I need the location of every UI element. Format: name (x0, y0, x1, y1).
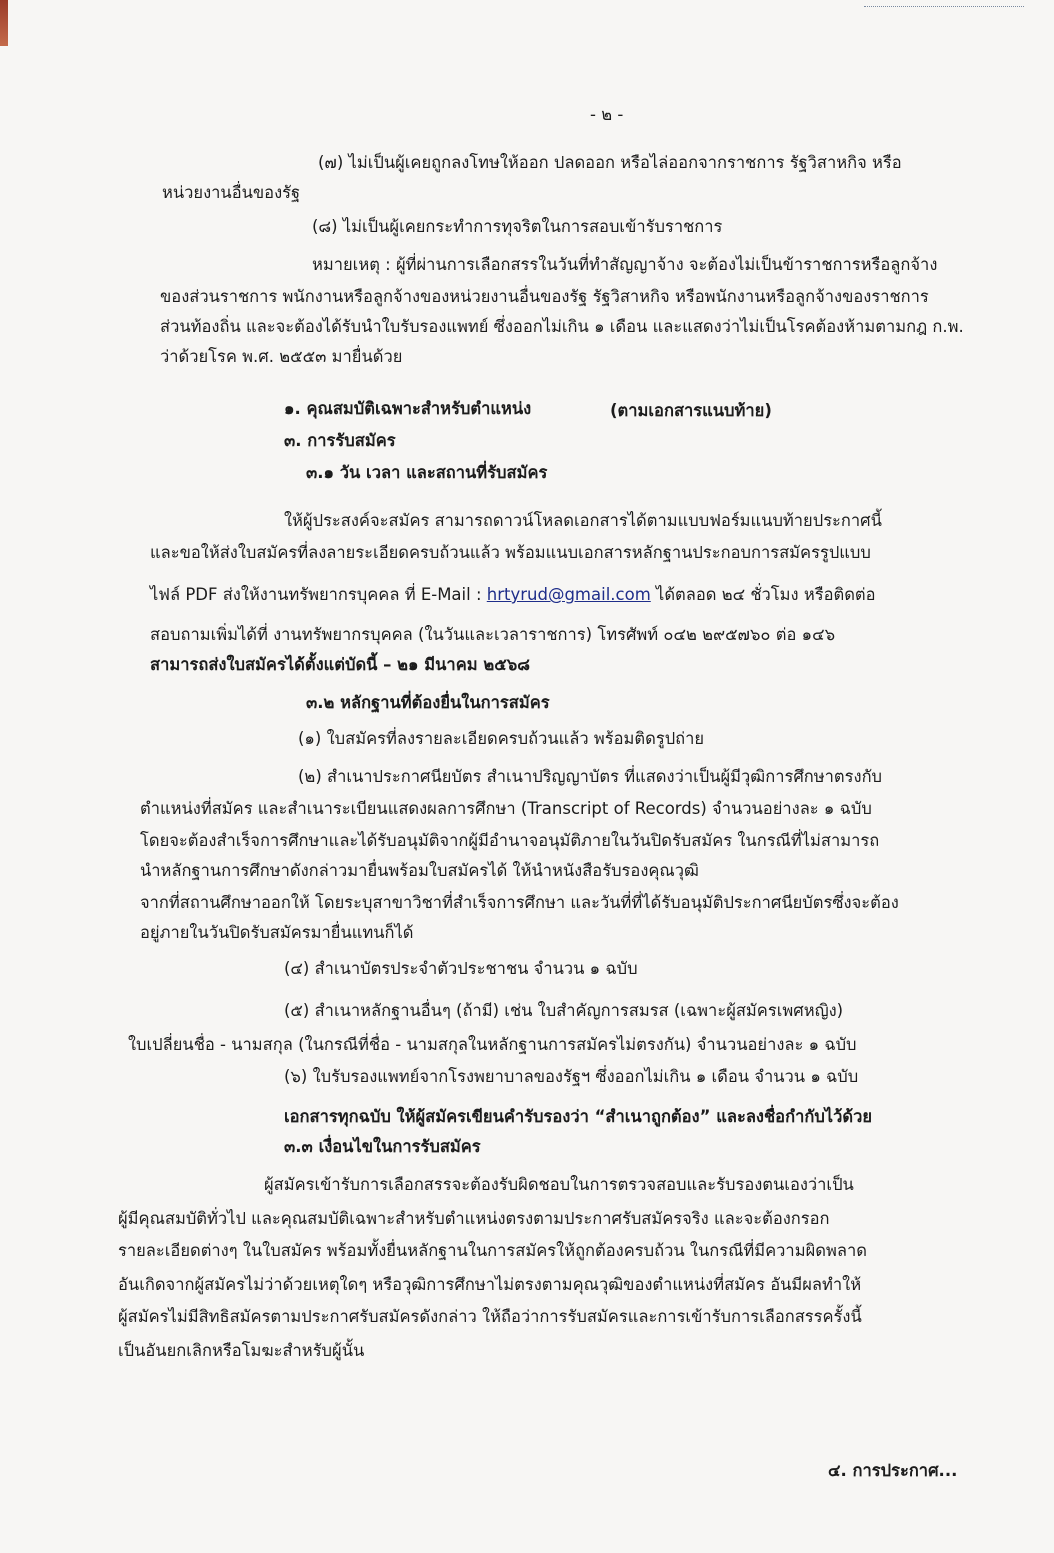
doc-item-1: (๑) ใบสมัครที่ลงรายละเอียดครบถ้วนแล้ว พร้อมติดรูปถ่าย (298, 729, 705, 748)
item-8: (๘) ไม่เป็นผู้เคยกระทำการทุจริตในการสอบเข้ารับราชการ (312, 217, 723, 236)
conditions-line-2: ผู้มีคุณสมบัติทั่วไป และคุณสมบัติเฉพาะสำหรับตำแหน่งตรงตามประกาศรับสมัครจริง และจะต้องกรอก (118, 1209, 830, 1228)
page-number: - ๒ - (590, 105, 624, 124)
next-page-reference: ๔. การประกาศ... (828, 1461, 958, 1480)
scan-mark (864, 0, 1024, 7)
conditions-line-4: อันเกิดจากผู้สมัครไม่ว่าด้วยเหตุใดๆ หรือวุฒิการศึกษาไม่ตรงตามคุณวุฒิของตำแหน่งที่สมัคร อันมีผลทำให้ (118, 1275, 862, 1294)
conditions-line-1: ผู้สมัครเข้ารับการเลือกสรรจะต้องรับผิดชอบในการตรวจสอบและรับรองตนเองว่าเป็น (264, 1175, 854, 1194)
sec31-line-3 (150, 584, 876, 606)
doc-item-2-line-3: โดยจะต้องสำเร็จการศึกษาและได้รับอนุมัติจากผู้มีอำนาจอนุมัติภายในวันปิดรับสมัคร ในกรณีที่ไม่สามารถ (140, 831, 880, 850)
scan-edge (0, 0, 8, 46)
email-link[interactable]: hrtyrud@gmail.com (486, 585, 651, 604)
sec31-line-3-text: ไฟล์ PDF ส่งให้งานทรัพยากรบุคคล ที่ E-Mail : (150, 585, 487, 604)
section-3-3-heading: ๓.๓ เงื่อนไขในการรับสมัคร (284, 1137, 481, 1156)
note-line-3: ส่วนท้องถิ่น และจะต้องได้รับนำใบรับรองแพทย์ ซึ่งออกไม่เกิน ๑ เดือน และแสดงว่าไม่เป็นโรคต้องห้ามตามกฎ ก.พ. (160, 317, 964, 336)
doc-item-6: (๖) ใบรับรองแพทย์จากโรงพยาบาลของรัฐฯ ซึ่งออกไม่เกิน ๑ เดือน จำนวน ๑ ฉบับ (284, 1067, 859, 1086)
sec31-line-4: สอบถามเพิ่มได้ที่ งานทรัพยากรบุคคล (ในวันและเวลาราชการ) โทรศัพท์ ๐๔๒ ๒๙๕๗๖๐ ต่อ ๑๔๖ (150, 625, 836, 644)
doc-item-2-line-1: (๒) สำเนาประกาศนียบัตร สำเนาปริญญาบัตร ที่แสดงว่าเป็นผู้มีวุฒิการศึกษาตรงกับ (298, 767, 883, 786)
section-3-1-heading: ๓.๑ วัน เวลา และสถานที่รับสมัคร (306, 463, 548, 482)
doc-item-5-line-1: (๕) สำเนาหลักฐานอื่นๆ (ถ้ามี) เช่น ใบสำคัญการสมรส (เฉพาะผู้สมัครเพศหญิง) (284, 1001, 844, 1020)
conditions-line-6: เป็นอันยกเลิกหรือโมฆะสำหรับผู้นั้น (118, 1341, 365, 1360)
note-line-1: หมายเหตุ : ผู้ที่ผ่านการเลือกสรรในวันที่ทำสัญญาจ้าง จะต้องไม่เป็นข้าราชการหรือลูกจ้าง (312, 255, 938, 274)
conditions-line-3: รายละเอียดต่างๆ ในใบสมัคร พร้อมทั้งยื่นหลักฐานในการสมัครให้ถูกต้องครบถ้วน ในกรณีที่มีความผิดพลาด (118, 1241, 867, 1260)
doc-item-2-line-6: อยู่ภายในวันปิดรับสมัครมายื่นแทนก็ได้ (140, 923, 414, 942)
doc-item-5-line-2: ใบเปลี่ยนชื่อ - นามสกุล (ในกรณีที่ชื่อ - นามสกุลในหลักฐานการสมัครไม่ตรงกัน) จำนวนอย่างละ ๑ ฉบับ (128, 1035, 857, 1054)
item-7-line-2: หน่วยงานอื่นของรัฐ (162, 183, 301, 202)
doc-item-2-line-2: ตำแหน่งที่สมัคร และสำเนาระเบียนแสดงผลการศึกษา (Transcript of Records) จำนวนอย่างละ ๑ ฉบับ (140, 799, 872, 818)
sec31-deadline: สามารถส่งใบสมัครได้ตั้งแต่บัดนี้ – ๒๑ มีนาคม ๒๕๖๘ (150, 655, 530, 674)
section-3-heading: ๓. การรับสมัคร (284, 431, 396, 450)
sec31-line-2: และขอให้ส่งใบสมัครที่ลงลายระเอียดครบถ้วนแล้ว พร้อมแนบเอกสารหลักฐานประกอบการสมัครรูปแบบ (150, 543, 871, 562)
note-line-4: ว่าด้วยโรค พ.ศ. ๒๕๕๓ มายื่นด้วย (160, 347, 403, 366)
section-1-heading: ๑. คุณสมบัติเฉพาะสำหรับตำแหน่ง (284, 399, 532, 418)
doc-item-2-line-5: จากที่สถานศึกษาออกให้ โดยระบุสาขาวิชาที่สำเร็จการศึกษา และวันที่ที่ได้รับอนุมัติประกาศนียบัตรซึ่งจะต้อง (140, 893, 899, 912)
doc-item-4: (๔) สำเนาบัตรประจำตัวประชาชน จำนวน ๑ ฉบับ (284, 959, 638, 978)
item-7-line-1: (๗) ไม่เป็นผู้เคยถูกลงโทษให้ออก ปลดออก หรือไล่ออกจากราชการ รัฐวิสาหกิจ หรือ (318, 153, 902, 172)
conditions-line-5: ผู้สมัครไม่มีสิทธิสมัครตามประกาศรับสมัครดังกล่าว ให้ถือว่าการรับสมัครและการเข้ารับการเลือกสรรครั้งนี้ (118, 1307, 862, 1326)
certify-note: เอกสารทุกฉบับ ให้ผู้สมัครเขียนคำรับรองว่า “สำเนาถูกต้อง” และลงชื่อกำกับไว้ด้วย (284, 1107, 873, 1126)
sec31-line-1: ให้ผู้ประสงค์จะสมัคร สามารถดาวน์โหลดเอกสารได้ตามแบบฟอร์มแนบท้ายประกาศนี้ (284, 511, 882, 530)
section-3-2-heading: ๓.๒ หลักฐานที่ต้องยื่นในการสมัคร (306, 693, 550, 712)
doc-item-2-line-4: นำหลักฐานการศึกษาดังกล่าวมายื่นพร้อมใบสมัครได้ ให้นำหนังสือรับรองคุณวุฒิ (140, 861, 699, 880)
sec31-line-3-tail: ได้ตลอด ๒๔ ชั่วโมง หรือติดต่อ (650, 585, 876, 604)
section-1-reference: (ตามเอกสารแนบท้าย) (610, 401, 772, 420)
note-line-2: ของส่วนราชการ พนักงานหรือลูกจ้างของหน่วยงานอื่นของรัฐ รัฐวิสาหกิจ หรือพนักงานหรือลูกจ้างของราชการ (160, 287, 929, 306)
